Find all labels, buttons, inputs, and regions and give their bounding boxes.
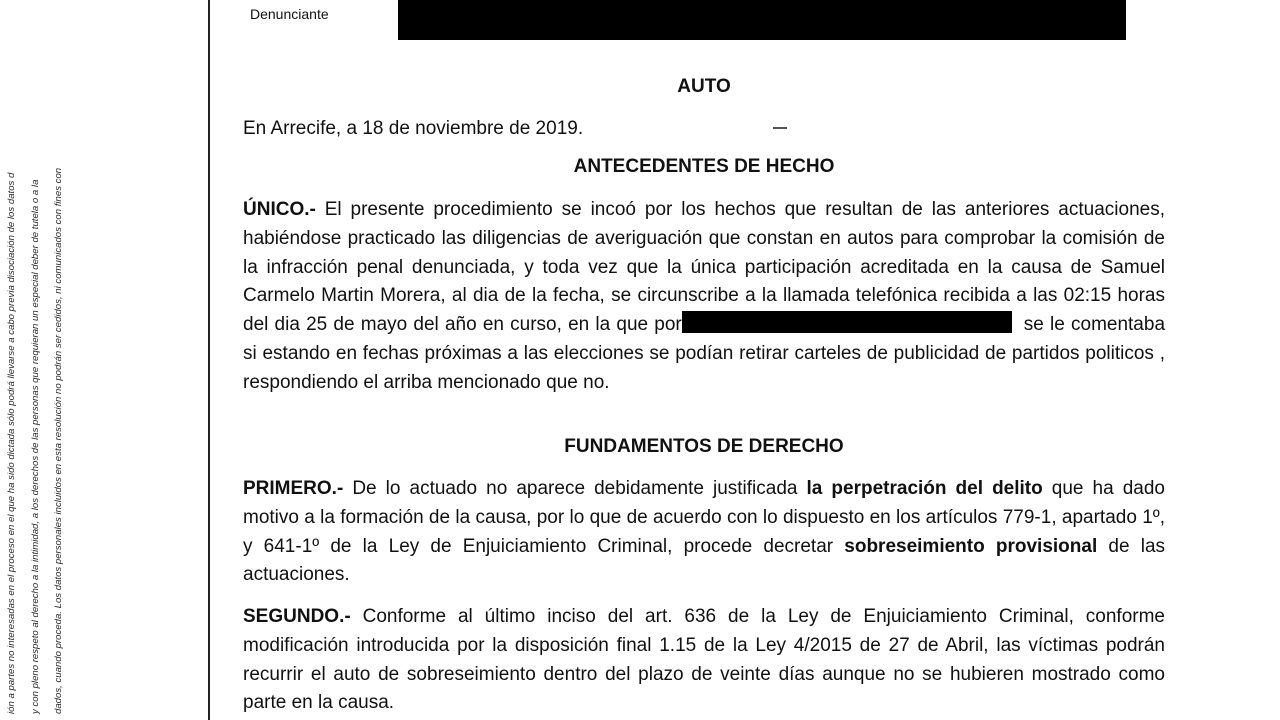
- segundo-text: Conforme al último inciso del art. 636 de la Ley de Enjuiciamiento Criminal, conforme modificación introducida por la disposición final 1.15 de la Ley 4/2015 de 27 de Abril, las víctimas podrán recurrir el auto de sobreseimiento dentro del plazo de veinte días aunque no se hubieren mostrado como parte en la causa.: [243, 606, 1165, 714]
- primero-paragraph: [243, 475, 1165, 590]
- segundo-lead: SEGUNDO.-: [243, 606, 351, 627]
- unico-text-1: El presente procedimiento se incoó por los hechos que resultan de las anteriores actuaciones, habiéndose practicado las diligencias de averiguación que constan en autos para comprobar la comisión de la infracción penal denunciada, y toda vez que la única participación acreditada en la causa de Samuel Carmelo Martin Morera, al dia de la fecha, se circunscribe a la llamada telefónica recibida a las 02:15 horas del dia 25 de mayo del año en curso, en la que por: [243, 199, 1165, 336]
- primero-bold-2: sobreseimiento provisional: [844, 535, 1098, 557]
- scan-mark: [773, 127, 787, 129]
- place-date: En Arrecife, a 18 de noviembre de 2019.: [243, 118, 584, 139]
- fundamentos-heading: FUNDAMENTOS DE DERECHO: [564, 436, 844, 457]
- segundo-paragraph: [243, 603, 1165, 718]
- primero-text-2: que ha dado motivo a la formación de la causa, por lo que de acuerdo con lo dispuesto en los artículos 779-1, apartado 1º, y 641-1º de la Ley de Enjuiciamiento Criminal, procede decretar: [243, 478, 1165, 557]
- redacted-inline-name: [682, 311, 1012, 333]
- margin-privacy-notice: [0, 0, 150, 720]
- primero-text-1: De lo actuado no aparece debidamente justificada: [343, 478, 807, 499]
- primero-lead: PRIMERO.-: [243, 478, 344, 499]
- margin-notice-line: ión a partes no interesadas en el proceso en el que ha sido dictada sólo podrá llevarse a cabo previa disociación de los datos d: [6, 172, 17, 714]
- denunciante-label: Denunciante: [250, 6, 329, 22]
- margin-notice-line: dados, cuando proceda. Los datos personales incluidos en esta resolución no podrán ser cedidos, ni comunicados con fines con: [53, 167, 64, 714]
- redacted-name-block: [398, 0, 1126, 40]
- margin-divider: [208, 0, 210, 720]
- primero-bold-1: la perpetración del delito: [806, 478, 1043, 499]
- unico-text-2: se le comentaba si estando en fechas próximas a las elecciones se podían retirar carteles de publicidad de partidos politicos , respondiendo el arriba mencionado que no.: [243, 314, 1166, 393]
- primero-text-3: de las actuaciones.: [243, 535, 1166, 586]
- document-title: AUTO: [677, 76, 731, 97]
- unico-lead: ÚNICO.-: [243, 199, 316, 220]
- antecedentes-heading: ANTECEDENTES DE HECHO: [573, 156, 835, 177]
- unico-paragraph: [243, 196, 1165, 398]
- margin-notice-line: y con pleno respeto al derecho a la intimidad, a los derechos de las personas que requieran un especial deber de tutela o a la: [29, 179, 41, 714]
